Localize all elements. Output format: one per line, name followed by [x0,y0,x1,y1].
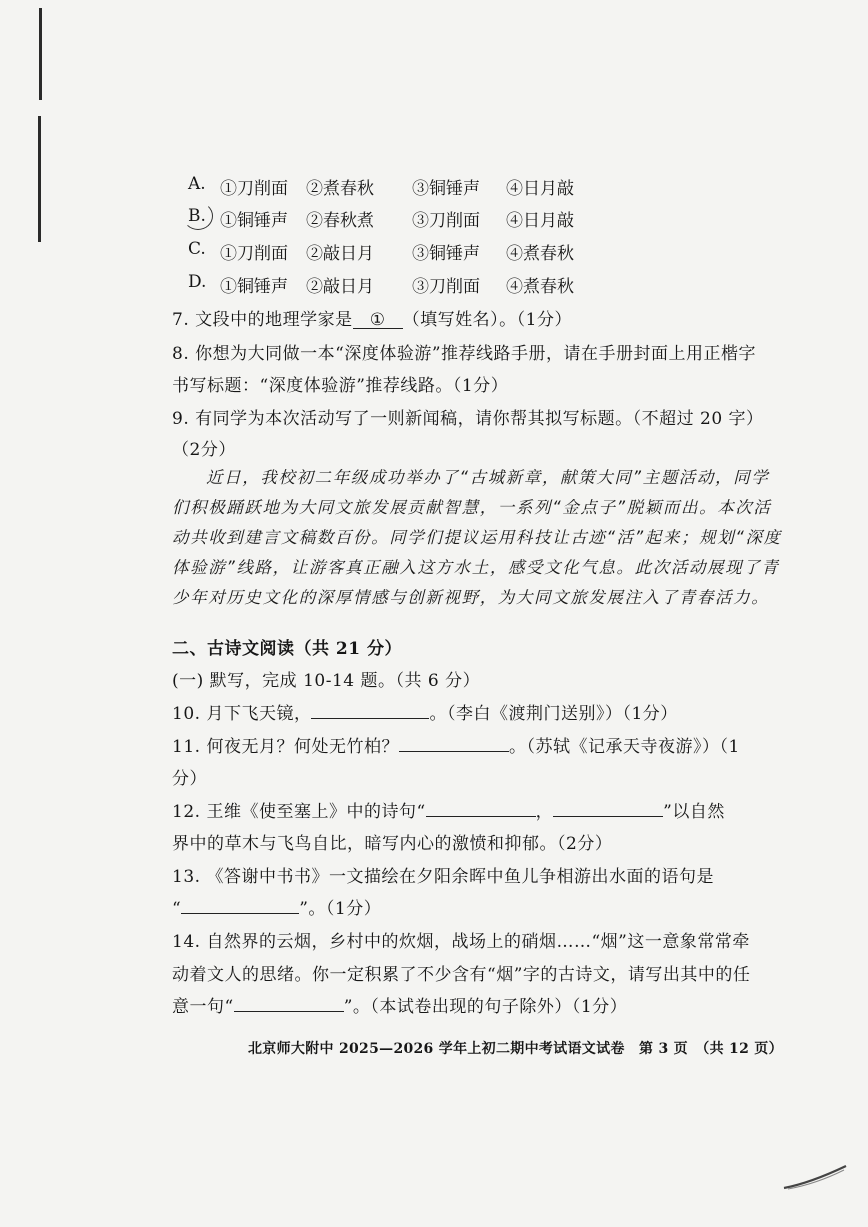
option-item: ①铜锤声 [220,211,288,231]
question-text: （填写姓名）。（1分） [402,310,572,330]
question-12 [172,797,725,822]
option-item: ①刀削面 [220,179,288,199]
question-text: ”。（1分） [299,899,382,919]
option-item: ④日月敲 [506,179,574,199]
section-heading: 二、古诗文阅读（共 21 分） [172,639,402,659]
question-text: “ [172,899,182,919]
question-14-line2: 动着文人的思绪。你一定积累了不少含有“烟”字的古诗文，请写出其中的任 [172,965,751,985]
news-paragraph: 近日，我校初二年级成功举办了“古城新章，献策大同”主题活动，同学们积极踊跃地为大同文旅发展贡献智慧，一系列“金点子”脱颖而出。本次活动共收到建言文稿数百份。同学们提议运用科技让古迹“活”起来；规划“深度体验游”线路，让游客真正融入这方水土，感受文化气息。此次活动展现了青少年对历史文化的深厚情感与创新视野，为大同文旅发展注入了青春活力。 [172,468,782,607]
option-item: ②敲日月 [306,277,374,297]
question-12-line2: 界中的草木与飞鸟自比，暗写内心的激愤和抑郁。（2分） [172,834,613,854]
question-text: ”。（本试卷出现的句子除外）（1分） [343,997,628,1017]
option-item: ②春秋煮 [306,211,374,231]
answer-blank[interactable] [311,700,429,719]
option-letter: A. [188,174,206,194]
question-11-line2: 分） [172,769,207,789]
question-text: 12. 王维《使至塞上》中的诗句“ [172,802,426,822]
option-item: ③铜锤声 [412,179,480,199]
question-11 [172,732,740,757]
answer-blank[interactable] [553,798,663,817]
question-9-line1: 9. 有同学为本次活动写了一则新闻稿，请你帮其拟写标题。（不超过 20 字） [172,409,764,429]
scan-edge-mark-top [39,8,42,100]
answer-blank[interactable] [399,733,509,752]
handwritten-circle-mark [183,202,213,230]
part-heading: (一) 默写，完成 10-14 题。（共 6 分） [172,671,481,691]
page-footer: 北京师大附中 2025—2026 学年上初二期中考试语文试卷 第 3 页 （共 12 页） [248,1041,783,1057]
question-text: ， [535,802,554,822]
question-text: 意一句“ [172,997,234,1017]
answer-blank[interactable] [426,798,536,817]
option-letter: C. [188,239,206,259]
option-item: ①铜锤声 [220,277,288,297]
question-text: 。（李白《渡荆门送别》）（1分） [429,704,678,724]
option-item: ③刀削面 [412,277,480,297]
question-13-answer [172,894,381,919]
option-item: ④日月敲 [506,211,574,231]
option-letter: D. [188,272,207,292]
question-text: 。（苏轼《记承天寺夜游》）（1 [508,737,740,757]
option-item: ④煮春秋 [506,277,574,297]
option-item: ②敲日月 [306,244,374,264]
question-text: 11. 何夜无月？何处无竹柏？ [172,737,399,757]
option-item: ③刀削面 [412,211,480,231]
option-item: ①刀削面 [220,244,288,264]
question-14-line1: 14. 自然界的云烟，乡村中的炊烟，战场上的硝烟……“烟”这一意象常常牵 [172,932,750,952]
question-13: 13. 《答谢中书书》一文描绘在夕阳余晖中鱼儿争相游出水面的语句是 [172,867,714,887]
question-8-line1: 8. 你想为大同做一本“深度体验游”推荐线路手册，请在手册封面上用正楷字 [172,344,757,364]
option-item: ②煮春秋 [306,179,374,199]
handwritten-news-text [172,463,782,613]
scan-edge-mark-bottom [38,116,41,242]
question-9-line2: （2分） [172,440,236,460]
option-item: ③铜锤声 [412,244,480,264]
question-7 [172,305,572,330]
answer-blank[interactable]: ① [353,310,403,329]
question-text: ”以自然 [663,802,725,822]
answer-blank[interactable] [234,993,344,1012]
pen-stroke-mark [780,1162,850,1192]
question-14-line3 [172,992,627,1017]
option-letter: B. [188,206,206,226]
question-text: 10. 月下飞天镜， [172,704,312,724]
question-text: 7. 文段中的地理学家是 [172,310,353,330]
answer-blank[interactable] [181,895,299,914]
question-8-line2: 书写标题：“深度体验游”推荐线路。（1分） [172,376,509,396]
option-item: ④煮春秋 [506,244,574,264]
question-10 [172,699,678,724]
